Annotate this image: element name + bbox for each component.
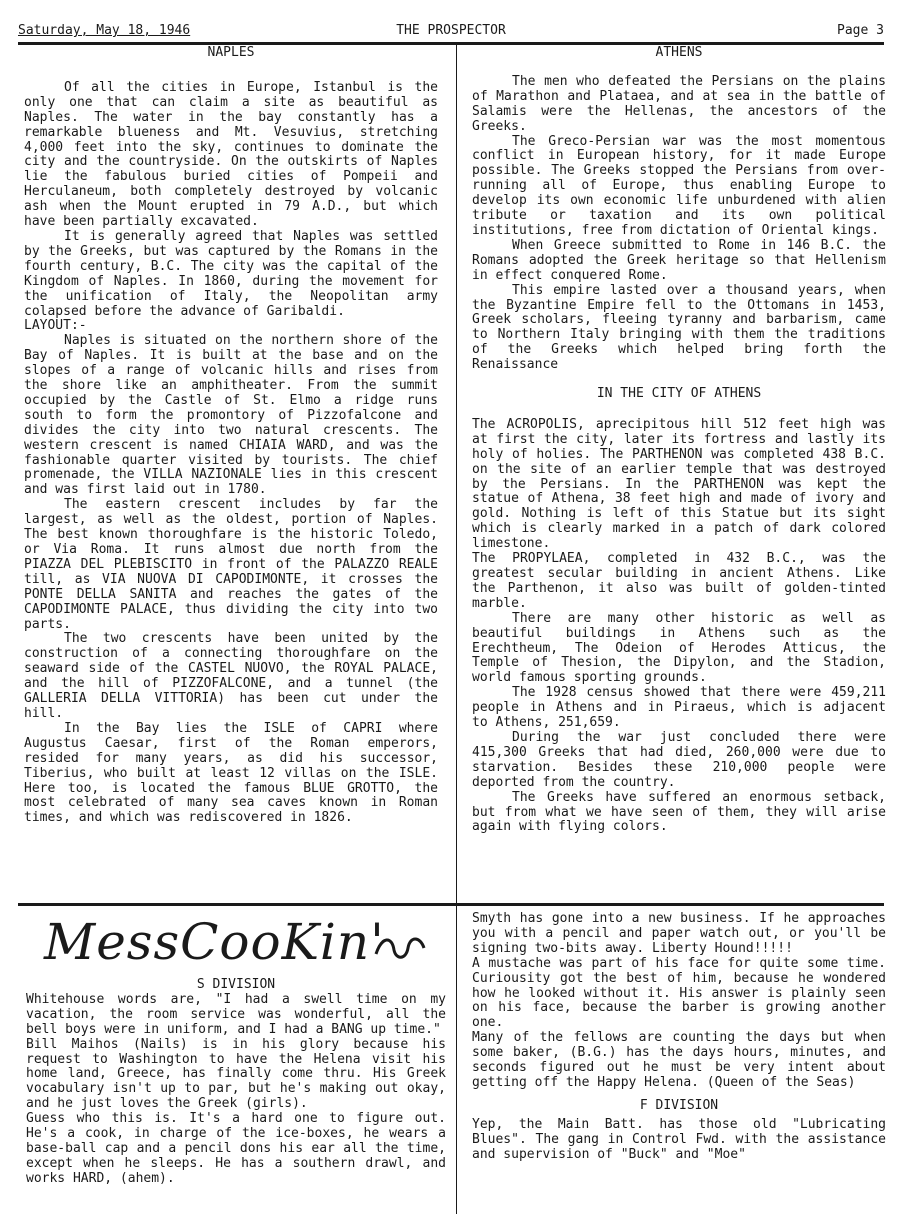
squiggle-ornament-icon [372,926,432,966]
s-division-paragraph: Guess who this is. It's a hard one to figure out. He's a cook, in charge of the ice-boxes, he wears a base-ball cap and a pencil dons his ear all the time, except when he sleeps. He has a southern drawl, and works HARD, (ahem). [26,1111,446,1186]
athens-paragraph: The men who defeated the Persians on the plains of Marathon and Plataea, and at sea in the battle of Salamis were the Hellenas, the ancestors of the Greeks. [472,73,886,134]
masthead [18,22,884,45]
mess-cookin-title: MessCooKin' [44,913,385,971]
section-divider [18,903,884,906]
issue-date: Saturday, May 18, 1946 [18,23,191,38]
s-division-paragraph: Bill Maihos (Nails) is in his glory because his request to Washington to have the Helena visit his home land, Greece, has finally come thru. His Greek vocabulary isn't up to par, but he's making out okay, and he just loves the Greek (girls). [26,1036,446,1112]
naples-paragraph: It is generally agreed that Naples was settled by the Greeks, but was captured by the Romans in the fourth century, B.C. The city was the capital of the Kingdom of Naples. In 1860, during the movement for the unification of Italy, the Neopolitan army colapsed before the advance of Garibaldi. [24,228,438,319]
naples-paragraph: Naples is situated on the northern shore of the Bay of Naples. It is built at the base and on the slopes of a range of volcanic hills and rises from the shore like an amphitheater. From the summit occupied by the Castle of St. Elmo a ridge runs south to form the promontory of Pizzofalcone and divides the city into two natural crescents. The western crescent is named CHIAIA WARD, and was the fashionable quarter visited by tourists. The chief promenade, the VILLA NAZIONALE lies in this crescent and was first laid out in 1780. [24,333,438,498]
athens-paragraph: The PROPYLAEA, completed in 432 B.C., was the greatest secular building in ancient Athens. Like the Parthenon, it also was built of golden-tinted marble. [472,551,886,611]
f-division-paragraph: Yep, the Main Batt. has those old "Lubricating Blues". The gang in Control Fwd. with the assistance and supervision of "Buck" and "Moe" [472,1116,886,1162]
athens-subheading: IN THE CITY OF ATHENS [596,386,762,402]
s-division-heading: S DIVISION [196,977,276,992]
news-paragraph: Smyth has gone into a new business. If he approaches you with a pencil and paper watch out, or you'll be signing two-bits away. Liberty Hound!!!!! [472,911,886,956]
paper-name: THE PROSPECTOR [396,23,506,38]
athens-paragraph: This empire lasted over a thousand years, when the Byzantine Empire fell to the Ottomans in 1453, Greek scholars, fleeing tyranny and barbarism, came to Northern Italy bringing with them the traditions of the Greeks which helped bring forth the Renaissance [472,282,886,373]
s-division-paragraph: Whitehouse words are, "I had a swell time on my vacation, the room service was wonderful, all the bell boys were in uniform, and I had a BANG up time." [26,991,446,1037]
athens-paragraph: The Greco-Persian war was the most momentous conflict in European history, for it made Europe possible. The Greeks stopped the Persians from over-running all of Europe, thus enabling Europe to develop its own economic life unburdened with alien tribute or taxation and its own political institutions, free from dictation of Oriental kings. [472,133,886,238]
naples-paragraph: The two crescents have been united by the construction of a connecting thoroughfare on the seaward side of the CASTEL NUOVO, the ROYAL PALACE, and the hill of PIZZOFALCONE, and a tunnel (the GALLERIA DELLA VITTORIA) has been cut under the hill. [24,631,438,721]
right-bottom-column [472,912,886,1163]
page-number: Page 3 [837,23,884,38]
athens-heading: ATHENS [655,45,703,60]
layout-label: LAYOUT:- [24,318,87,334]
athens-paragraph: The ACROPOLIS, aprecipitous hill 512 feet high was at first the city, later its fortress and lastly its holy of holies. The PARTHENON was completed 438 B.C. on the site of an earlier temple that was destroyed by the Persians. In the PARTHENON was kept the statue of Athena, 38 feet high and made of ivory and gold. Nothing is left of this Statue but its sight which is clearly marked in a patch of dark colored limestone. [472,416,886,552]
naples-paragraph: Of all the cities in Europe, Istanbul is the only one that can claim a site as beautiful as Naples. The water in the bay constantly has a remarkable blueness and Mt. Vesuvius, stretching 4,000 feet into the sky, continues to dominate the city and the countryside. On the outskirts of Naples lie the fabulous buried cities of Pompeii and Herculaneum, both completely destroyed by volcanic ash when the Mount erupted in 79 A.D., but which have been partially excavated. [24,79,438,230]
naples-heading: NAPLES [207,45,255,60]
naples-article [24,46,438,826]
athens-paragraph: The 1928 census showed that there were 459,211 people in Athens and in Piraeus, which is adjacent to Athens, 251,659. [472,685,886,731]
naples-paragraph: In the Bay lies the ISLE of CAPRI where Augustus Caesar, first of the Roman emperors, resided for many years, as did his successor, Tiberius, who built at least 12 villas on the ISLE. Here too, is located the famous BLUE GROTTO, the most celebrated of many sea caves known in Roman times, and which was rediscovered in 1826. [24,720,438,826]
athens-paragraph: The Greeks have suffered an enormous setback, but from what we have seen of them, they will arise again with flying colors. [472,789,886,835]
s-division-column [26,978,446,1187]
athens-paragraph: During the war just concluded there were 415,300 Greeks that had died, 260,000 were due to starvation. Besides these 210,000 people were deported from the country. [472,729,886,790]
news-paragraph: Many of the fellows are counting the days but when some baker, (B.G.) has the days hours, minutes, and seconds figured out he must be very intent about getting off the Happy Helena. (Queen of the Seas) [472,1030,886,1090]
column-divider [456,44,457,1214]
news-paragraph: A mustache was part of his face for quite some time. Curiousity got the best of him, because he wondered how he looked without it. His answer is plainly seen on his face, because the barber is growing another one. [472,955,886,1031]
f-division-heading: F DIVISION [639,1097,719,1113]
athens-paragraph: There are many other historic as well as beautiful buildings in Athens such as the Erechtheum, The Odeion of Herodes Atticus, the Temple of Thesion, the Dipylon, and the Stadion, world famous sporting grounds. [472,610,886,686]
naples-paragraph: The eastern crescent includes by far the largest, as well as the oldest, portion of Naples. The best known thoroughfare is the historic Toledo, or Via Roma. It runs almost due north from the PIAZZA DEL PLEBISCITO in front of the PALAZZO REALE till, as VIA NUOVA DI CAPODIMONTE, it crosses the PONTE DELLA SANITA and reaches the gates of the CAPODIMONTE PALACE, thus dividing the city into two parts. [24,497,438,632]
athens-paragraph: When Greece submitted to Rome in 146 B.C. the Romans adopted the Greek heritage so that Hellenism in effect conquered Rome. [472,237,886,283]
athens-article [472,46,886,835]
mess-cookin-banner [20,912,454,978]
